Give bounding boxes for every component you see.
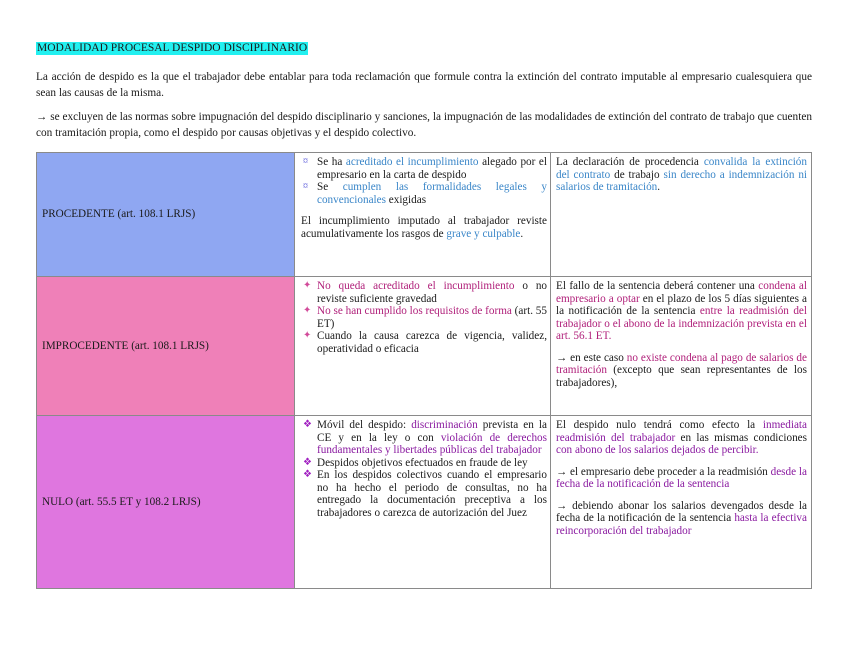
bullet-icon: ❖ [303, 419, 312, 430]
bullet-icon: ¤ [303, 181, 308, 192]
document-page [36, 38, 812, 537]
paragraph: → en este caso no existe condena al pago de salarios de tramitación (excepto que sean representantes de los trabajadores), [556, 351, 807, 389]
list-item: ✦ Cuando la causa carezca de vigencia, validez, operatividad o eficacia [303, 330, 547, 355]
label-procedente: PROCEDENTE (art. 108.1 LRJS) [37, 153, 295, 277]
bullet-icon: ❖ [303, 456, 312, 468]
row-improcedente [37, 277, 812, 416]
bullet-icon: ✦ [303, 330, 312, 341]
label-improcedente: IMPROCEDENTE (art. 108.1 LRJS) [37, 277, 295, 416]
label-nulo: NULO (art. 55.5 ET y 108.2 LRJS) [37, 416, 295, 589]
paragraph: → debiendo abonar los salarios devengados desde la fecha de la notificación de la sentencia hasta la efectiva reincorporación del trabajador [556, 499, 807, 537]
list-item: ❖ En los despidos colectivos cuando el empresario no ha hecho el periodo de consultas, no ha entregado la documentación preceptiva a los trabajadores o carezca de autorización del Juez [303, 469, 547, 519]
list-item: ❖ Móvil del despido: discriminación prevista en la CE y en la ley o con violación de derechos fundamentales y libertades públicas del trabajador [303, 419, 548, 456]
conditions-improcedente [295, 277, 551, 416]
bullet-icon: ✦ [303, 305, 312, 316]
list-item: ¤ Se cumplen las formalidades legales y convencionales exigidas [303, 181, 547, 206]
conditions-nulo [295, 416, 551, 589]
paragraph: → el empresario debe proceder a la readmisión desde la fecha de la notificación de la sentencia [556, 465, 808, 490]
list-item: ✦ No se han cumplido los requisitos de forma (art. 55 ET) [303, 305, 547, 330]
bullet-icon: ¤ [303, 156, 308, 167]
paragraph: La declaración de procedencia convalida la extinción del contrato de trabajo sin derecho a indemnización ni salarios de tramitación. [556, 156, 808, 193]
list-item: ✦ No queda acreditado el incumplimiento o no reviste suficiente gravedad [303, 280, 548, 305]
effects-nulo [551, 416, 812, 589]
list-item: ¤ Se ha acreditado el incumplimiento alegado por el empresario en la carta de despido [303, 156, 547, 181]
page-title: MODALIDAD PROCESAL DESPIDO DISCIPLINARIO [37, 42, 308, 54]
row-nulo [37, 416, 812, 589]
paragraph: El fallo de la sentencia deberá contener una condena al empresario a optar en el plazo de los 5 días siguientes a la notificación de la sentencia entre la readmisión del trabajador o el abono de la indemnización prevista en el art. 56.1 ET. [556, 280, 807, 342]
conditions-procedente [295, 153, 551, 277]
effects-procedente [551, 153, 812, 277]
effects-improcedente [551, 277, 812, 416]
row-procedente [37, 153, 812, 277]
list-item: ❖ Despidos objetivos efectuados en fraude de ley [303, 456, 528, 469]
bullet-icon: ❖ [303, 469, 312, 480]
paragraph: El despido nulo tendrá como efecto la inmediata readmisión del trabajador en las mismas condiciones con abono de los salarios dejados de percibir. [556, 419, 807, 456]
paragraph: El incumplimiento imputado al trabajador reviste acumulativamente los rasgos de grave y culpable. [301, 215, 547, 240]
despido-table [36, 152, 812, 589]
intro-paragraph: La acción de despido es la que el trabajador debe entablar para toda reclamación que formule contra la extinción del contrato imputable al empresario cualesquiera que sean las causas de la misma. [36, 71, 812, 99]
bullet-icon: ✦ [303, 280, 312, 291]
exclusion-paragraph: → se excluyen de las normas sobre impugnación del despido disciplinario y sanciones, la impugnación de las modalidades de extinción del contrato de trabajo que cuenten con tramitación propia, como el despido por causas objetivas y el despido colectivo. [36, 111, 812, 139]
